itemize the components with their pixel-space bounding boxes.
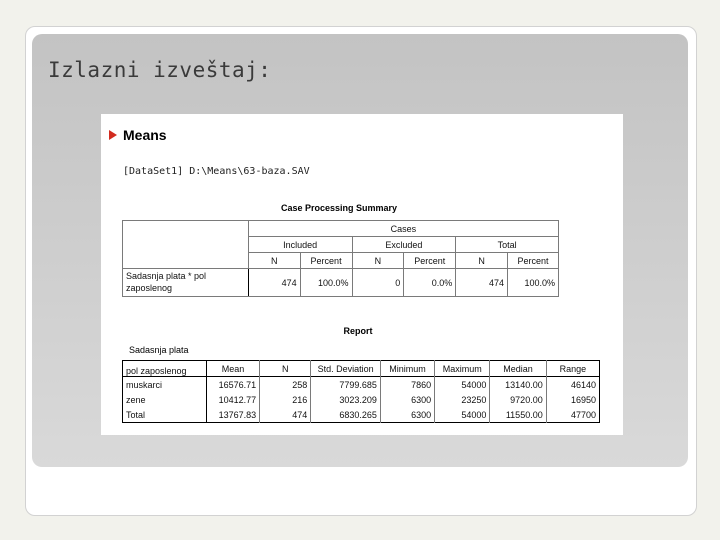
value-cell: 474 xyxy=(260,407,311,423)
column-header: N xyxy=(260,361,311,377)
row-label: muskarci xyxy=(123,377,207,393)
value-cell: 3023.209 xyxy=(311,392,381,407)
value-cell: 16576.71 xyxy=(206,377,259,393)
dataset-path: [DataSet1] D:\Means\63-baza.SAV xyxy=(123,166,310,177)
group-header: Included xyxy=(248,237,352,253)
value-cell: 0.0% xyxy=(404,269,456,297)
stub-corner xyxy=(123,221,249,269)
column-header: Std. Deviation xyxy=(311,361,381,377)
value-cell: 13767.83 xyxy=(206,407,259,423)
value-cell: 23250 xyxy=(435,392,490,407)
value-cell: 16950 xyxy=(546,392,599,407)
value-cell: 0 xyxy=(352,269,404,297)
value-cell: 6300 xyxy=(380,392,434,407)
table-row xyxy=(123,407,600,423)
column-header: Range xyxy=(546,361,599,377)
sub-header: N xyxy=(248,253,300,269)
group-header: Total xyxy=(456,237,559,253)
value-cell: 7860 xyxy=(380,377,434,393)
value-cell: 216 xyxy=(260,392,311,407)
value-cell: 47700 xyxy=(546,407,599,423)
value-cell: 100.0% xyxy=(508,269,559,297)
sub-header: N xyxy=(352,253,404,269)
value-cell: 6300 xyxy=(380,407,434,423)
report-table xyxy=(122,360,600,423)
column-header: pol zaposlenog xyxy=(123,361,207,377)
means-title: Means xyxy=(123,127,167,143)
value-cell: 100.0% xyxy=(300,269,352,297)
row-label: Total xyxy=(123,407,207,423)
value-cell: 11550.00 xyxy=(490,407,546,423)
row-label xyxy=(123,269,249,297)
value-cell: 13140.00 xyxy=(490,377,546,393)
value-cell: 258 xyxy=(260,377,311,393)
table-row xyxy=(123,377,600,393)
table-row xyxy=(123,392,600,407)
value-cell: 54000 xyxy=(435,377,490,393)
column-header: Maximum xyxy=(435,361,490,377)
value-cell: 474 xyxy=(248,269,300,297)
cases-header: Cases xyxy=(248,221,558,237)
red-arrow-icon xyxy=(109,130,117,140)
group-header: Excluded xyxy=(352,237,456,253)
sub-header: N xyxy=(456,253,508,269)
value-cell: 7799.685 xyxy=(311,377,381,393)
sub-header: Percent xyxy=(300,253,352,269)
sub-header: Percent xyxy=(404,253,456,269)
case-summary-title: Case Processing Summary xyxy=(280,203,398,213)
spss-output-image xyxy=(101,114,623,435)
report-title: Report xyxy=(343,326,373,336)
value-cell: 54000 xyxy=(435,407,490,423)
value-cell: 9720.00 xyxy=(490,392,546,407)
report-variable: Sadasnja plata xyxy=(129,345,189,355)
row-label-line: Sadasnja plata * pol xyxy=(126,271,207,281)
sub-header: Percent xyxy=(508,253,559,269)
value-cell: 46140 xyxy=(546,377,599,393)
row-label-line: zaposlenog xyxy=(126,283,173,293)
means-header xyxy=(109,127,167,143)
row-label: zene xyxy=(123,392,207,407)
slide-title: Izlazni izveštaj: xyxy=(48,58,272,82)
case-processing-table xyxy=(122,220,559,297)
column-header: Minimum xyxy=(380,361,434,377)
value-cell: 10412.77 xyxy=(206,392,259,407)
value-cell: 6830.265 xyxy=(311,407,381,423)
column-header: Mean xyxy=(206,361,259,377)
column-header: Median xyxy=(490,361,546,377)
value-cell: 474 xyxy=(456,269,508,297)
